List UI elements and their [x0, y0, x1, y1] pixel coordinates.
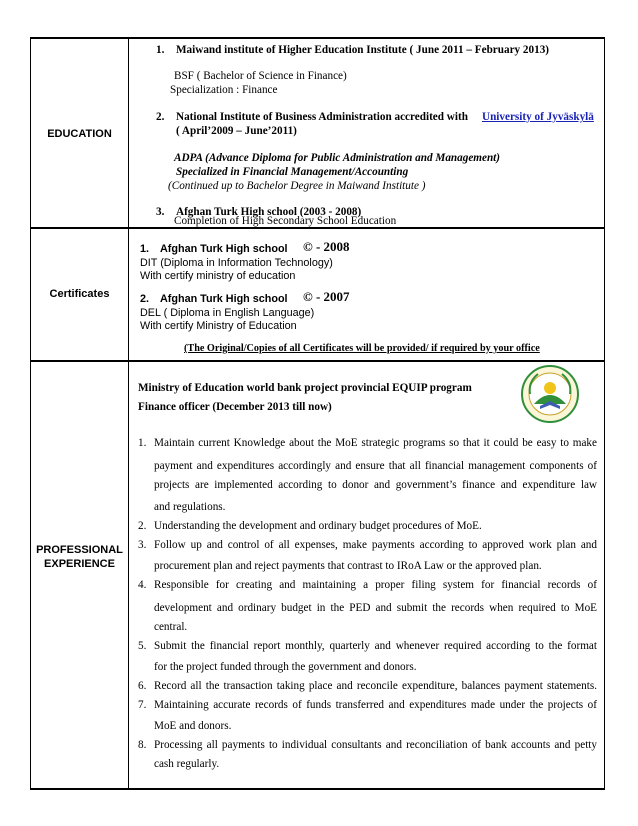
section-label-certificates: Certificates	[49, 288, 110, 300]
duty-8-number: 8.	[138, 739, 147, 751]
duty-1-number: 1.	[138, 437, 147, 449]
education-item-2-title: National Institute of Business Administration accredited with	[176, 111, 468, 123]
certificate-2-title: Afghan Turk High school	[160, 293, 288, 305]
duty-7-line-2: MoE and donors.	[154, 720, 232, 732]
certificate-2-year: © - 2007	[303, 289, 350, 304]
experience-role: Finance officer (December 2013 till now)	[138, 401, 332, 413]
section-label-experience-2: EXPERIENCE	[44, 558, 115, 570]
certificate-1-line-1: DIT (Diploma in Information Technology)	[140, 257, 333, 269]
certificate-2-number: 2.	[140, 293, 150, 305]
duty-2-line-1: Understanding the development and ordinary budget procedures of MoE.	[154, 520, 482, 532]
duty-5-number: 5.	[138, 640, 147, 652]
duty-1-line-4: and regulations.	[154, 501, 226, 513]
duty-1-line-3: projects are implemented according to donor and government’s finance and expenditure law	[154, 479, 597, 491]
row-divider-certificates	[30, 360, 605, 362]
section-label-experience-1: PROFESSIONAL	[36, 544, 123, 556]
table-bottom-border	[30, 788, 605, 790]
table-top-border	[30, 37, 605, 39]
certificate-1-year: © - 2008	[303, 239, 350, 254]
duty-5-line-1: Submit the financial report monthly, quarterly and whenever required according to the format	[154, 640, 597, 652]
duty-1-line-1: Maintain current Knowledge about the MoE strategic programs so that it could be easy to make	[154, 437, 597, 449]
certificate-2-line-1: DEL ( Diploma in English Language)	[140, 307, 315, 319]
duty-6-number: 6.	[138, 680, 147, 692]
duty-4-line-3: central.	[154, 621, 188, 633]
duty-8-line-1: Processing all payments to individual consultants and reconciliation of bank accounts and petty	[154, 739, 597, 751]
education-item-3-number: 3.	[156, 206, 165, 218]
experience-organization: Ministry of Education world bank project provincial EQUIP program	[138, 382, 472, 394]
education-item-1-title: Maiwand institute of Higher Education Institute ( June 2011 – February 2013)	[176, 44, 550, 56]
duty-3-line-2: procurement plan and reject payments that contrast to IRoA Law or the approved plan.	[154, 560, 542, 572]
duty-4-number: 4.	[138, 579, 147, 591]
duty-6-line-1: Record all the transaction taking place and reconcile expenditure, balances payment statements.	[154, 680, 597, 692]
university-link[interactable]: University of Jyväskylä	[482, 111, 594, 123]
education-item-2-continued: (Continued up to Bachelor Degree in Maiwand Institute )	[168, 180, 426, 192]
certificate-1-number: 1.	[140, 243, 150, 255]
education-item-3-description: Completion of High Secondary School Education	[174, 215, 397, 227]
certificate-1-title: Afghan Turk High school	[160, 243, 288, 255]
education-item-2-number: 2.	[156, 111, 165, 123]
education-item-2-dates: ( April’2009 – June’2011)	[176, 125, 297, 137]
duty-7-line-1: Maintaining accurate records of funds transferred and expenditures made under the projects of	[154, 699, 597, 711]
education-item-3-title: Afghan Turk High school (2003 - 2008)	[176, 206, 362, 218]
certificate-1-line-2: With certify ministry of education	[140, 270, 296, 282]
table-right-border	[604, 37, 605, 790]
education-item-1-degree: BSF ( Bachelor of Science in Finance)	[174, 70, 347, 82]
duty-5-line-2: for the project funded through the government and donors.	[154, 661, 417, 673]
duty-3-number: 3.	[138, 539, 147, 551]
label-column-divider	[128, 37, 129, 790]
duty-2-number: 2.	[138, 520, 147, 532]
ministry-of-education-seal-icon	[520, 364, 580, 424]
duty-1-line-2: payment and expenditures accordingly and ensure that all financial management components of	[154, 460, 597, 472]
duty-4-line-2: development and ordinary budget in the PED and submit the records when required to MoE	[154, 602, 597, 614]
table-left-border	[30, 37, 31, 790]
duty-4-line-1: Responsible for creating and maintaining a proper filing system for financial records of	[154, 579, 597, 591]
certificates-note: (The Original/Copies of all Certificates will be provided/ if required by your office	[184, 343, 540, 354]
duty-8-line-2: cash regularly.	[154, 758, 220, 770]
section-label-education: EDUCATION	[47, 128, 112, 140]
education-item-2-specialized: Specialized in Financial Management/Accounting	[176, 166, 409, 178]
certificate-2-line-2: With certify Ministry of Education	[140, 320, 297, 332]
education-item-1-number: 1.	[156, 44, 165, 56]
education-item-1-specialization: Specialization : Finance	[170, 84, 278, 96]
education-item-2-adpa: ADPA (Advance Diploma for Public Administration and Management)	[174, 152, 501, 164]
duty-3-line-1: Follow up and control of all expenses, make payments according to approved work plan and	[154, 539, 597, 551]
duty-7-number: 7.	[138, 699, 147, 711]
